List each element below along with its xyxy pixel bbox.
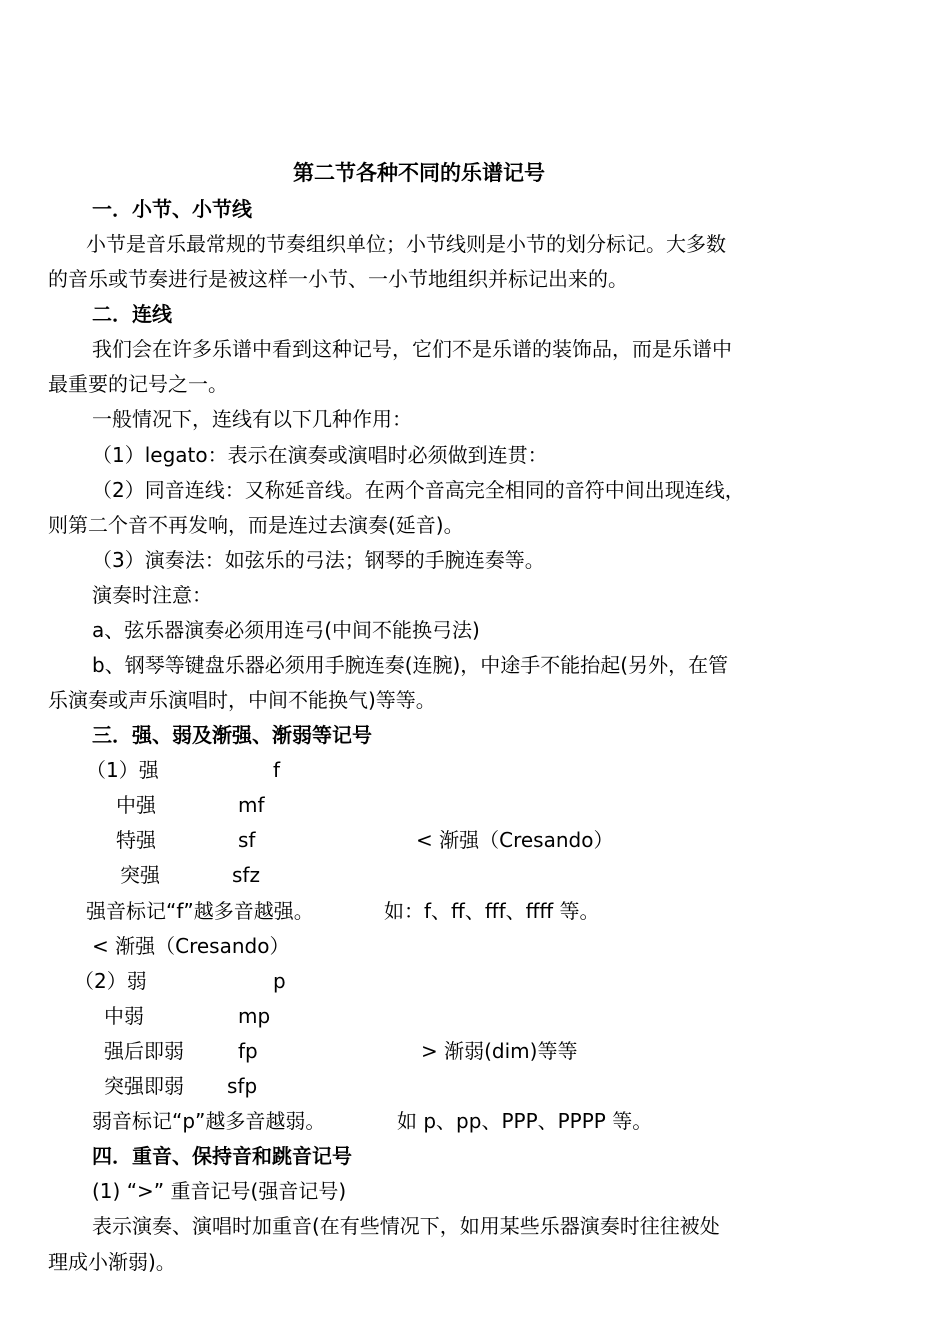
list-item-continuation: 则第二个音不再发响，而是连过去演奏(延音)。 [48,513,464,537]
paragraph-line: 最重要的记号之一。 [48,372,228,396]
dynamic-symbol: sfz [232,863,260,887]
dynamic-symbol: f [273,758,281,782]
list-item: （3）演奏法：如弦乐的弓法；钢琴的手腕连奏等。 [92,548,545,572]
dynamic-label: （1）强 [86,758,159,782]
dynamic-label: 突强即弱 [104,1074,184,1098]
dynamic-symbol: fp [238,1039,258,1063]
section-heading-3: 三．强、弱及渐强、渐弱等记号 [92,723,372,747]
crescendo-note: < 渐强（Cresando） [416,828,614,852]
dynamic-symbol: sf [238,828,256,852]
dynamic-label: 突强 [120,863,160,887]
page-title: 第二节各种不同的乐谱记号 [293,161,545,185]
dynamic-label: 特强 [116,828,156,852]
list-item: b、钢琴等键盘乐器必须用手腕连奏(连腕)，中途手不能抬起(另外，在管 [92,653,729,677]
dynamic-symbol: sfp [227,1074,258,1098]
section-heading-4: 四．重音、保持音和跳音记号 [92,1144,352,1168]
paragraph-line: 一般情况下，连线有以下几种作用： [92,407,412,431]
rule-example: 如：f、ff、fff、ffff 等。 [384,899,600,923]
list-item: (1) “>” 重音记号(强音记号) [92,1179,347,1203]
rule-text: 强音标记“f”越多音越强。 [86,899,314,923]
paragraph-line: 表示演奏、演唱时加重音(在有些情况下，如用某些乐器演奏时往往被处 [92,1214,720,1238]
paragraph-line: 我们会在许多乐谱中看到这种记号，它们不是乐谱的装饰品，而是乐谱中 [92,337,732,361]
list-item: （2）同音连线：又称延音线。在两个音高完全相同的音符中间出现连线， [92,478,745,502]
paragraph-line: 的音乐或节奏进行是被这样一小节、一小节地组织并标记出来的。 [48,267,628,291]
list-item-continuation: 乐演奏或声乐演唱时，中间不能换气)等等。 [48,688,436,712]
dynamic-label: 强后即弱 [104,1039,184,1063]
list-item: a、弦乐器演奏必须用连弓(中间不能换弓法) [92,618,480,642]
rule-text: 弱音标记“p”越多音越弱。 [92,1109,326,1133]
paragraph-line: 理成小渐弱)。 [48,1250,176,1274]
diminuendo-note: > 渐弱(dim)等等 [421,1039,578,1063]
section-heading-1: 一．小节、小节线 [92,197,252,221]
paragraph-line: 演奏时注意： [92,583,212,607]
dynamic-label: 中弱 [104,1004,144,1028]
list-item: （1）legato：表示在演奏或演唱时必须做到连贯： [92,443,548,467]
dynamic-label: 中强 [116,793,156,817]
rule-example: 如 p、pp、PPP、PPPP 等。 [397,1109,653,1133]
dynamic-symbol: p [273,969,286,993]
section-heading-2: 二．连线 [92,302,172,326]
dynamic-symbol: mf [238,793,265,817]
paragraph-line: 小节是音乐最常规的节奏组织单位；小节线则是小节的划分标记。大多数 [86,232,726,256]
crescendo-note: < 渐强（Cresando） [92,934,290,958]
dynamic-label: （2）弱 [74,969,147,993]
dynamic-symbol: mp [238,1004,271,1028]
